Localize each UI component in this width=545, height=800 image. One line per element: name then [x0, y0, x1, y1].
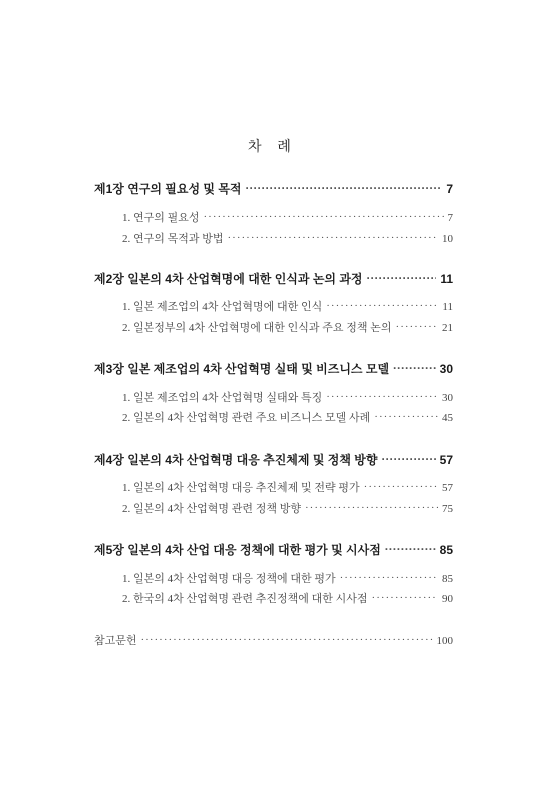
chapter-title: 제2장 일본의 4차 산업혁명에 대한 인식과 논의 과정	[94, 272, 363, 286]
dot-leader	[364, 481, 438, 493]
page-number: 21	[442, 322, 453, 334]
page-number: 45	[442, 412, 453, 424]
page-number: 57	[439, 453, 453, 467]
toc-chapter-5[interactable]	[94, 541, 453, 558]
page-number: 90	[442, 593, 453, 605]
section-title: 2. 일본정부의 4차 산업혁명에 대한 인식과 주요 정책 논의	[122, 322, 392, 334]
toc-chapter-1[interactable]	[94, 180, 453, 197]
section-title: 2. 일본의 4차 산업혁명 관련 정책 방향	[122, 503, 302, 515]
page-number: 57	[442, 482, 453, 494]
section-title: 2. 일본의 4차 산업혁명 관련 주요 비즈니스 모델 사례	[122, 412, 371, 424]
dot-leader	[141, 634, 433, 646]
dot-leader	[228, 232, 438, 244]
toc-section-3-2[interactable]	[122, 409, 453, 425]
section-title: 2. 연구의 목적과 방법	[122, 233, 224, 245]
dot-leader	[393, 361, 436, 375]
section-title: 1. 연구의 필요성	[122, 212, 200, 224]
toc-references[interactable]	[94, 632, 453, 648]
chapter-title: 제4장 일본의 4차 산업혁명 대응 추진체제 및 정책 방향	[94, 453, 378, 467]
toc-section-1-1[interactable]	[122, 209, 453, 225]
chapter-title: 제5장 일본의 4차 산업 대응 정책에 대한 평가 및 시사점	[94, 543, 381, 557]
dot-leader	[374, 411, 438, 423]
section-title: 1. 일본의 4차 산업혁명 대응 추진체제 및 전략 평가	[122, 482, 360, 494]
page-number: 85	[442, 573, 453, 585]
toc-section-5-1[interactable]	[122, 570, 453, 586]
page-number: 7	[447, 212, 453, 224]
dot-leader	[381, 452, 435, 466]
toc-section-2-2[interactable]	[122, 319, 453, 335]
page-number: 30	[442, 392, 453, 404]
toc-section-4-1[interactable]	[122, 479, 453, 495]
page-number: 85	[439, 543, 453, 557]
toc-chapter-3[interactable]	[94, 360, 453, 377]
page-number: 11	[440, 272, 453, 286]
toc-section-1-2[interactable]	[122, 230, 453, 246]
page-number: 11	[442, 301, 453, 313]
dot-leader	[385, 542, 436, 556]
dot-leader	[326, 391, 438, 403]
dot-leader	[204, 211, 444, 223]
dot-leader	[396, 321, 438, 333]
page-title: 차 례	[248, 138, 297, 154]
page-number: 7	[446, 182, 453, 196]
dot-leader	[305, 502, 438, 514]
section-title: 1. 일본 제조업의 4차 산업혁명 실태와 특징	[122, 392, 323, 404]
toc-section-3-1[interactable]	[122, 389, 453, 405]
chapter-title: 제1장 연구의 필요성 및 목적	[94, 182, 242, 196]
dot-leader	[340, 572, 438, 584]
toc-section-2-1[interactable]	[122, 298, 453, 314]
toc-chapter-4[interactable]	[94, 451, 453, 468]
dot-leader	[372, 592, 438, 604]
page-number: 100	[436, 635, 453, 647]
page-number: 30	[439, 362, 453, 376]
chapter-title: 제3장 일본 제조업의 4차 산업혁명 실태 및 비즈니스 모델	[94, 362, 390, 376]
toc-section-5-2[interactable]	[122, 590, 453, 606]
page-number: 75	[442, 503, 453, 515]
page-number: 10	[442, 233, 453, 245]
toc-section-4-2[interactable]	[122, 500, 453, 516]
section-title: 2. 한국의 4차 산업혁명 관련 추진정책에 대한 시사점	[122, 593, 368, 605]
section-title: 1. 일본의 4차 산업혁명 대응 정책에 대한 평가	[122, 573, 336, 585]
dot-leader	[246, 181, 443, 195]
toc-chapter-2[interactable]	[94, 270, 453, 287]
references-title: 참고문헌	[94, 635, 137, 647]
dot-leader	[367, 271, 437, 285]
dot-leader	[326, 300, 438, 312]
section-title: 1. 일본 제조업의 4차 산업혁명에 대한 인식	[122, 301, 323, 313]
